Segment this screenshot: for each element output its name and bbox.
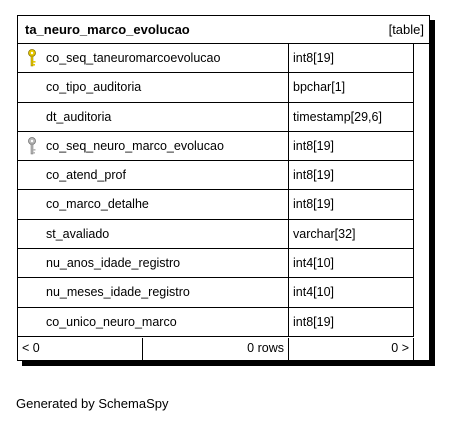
- column-row[interactable]: [18, 44, 414, 73]
- parents-count-cell[interactable]: [18, 338, 143, 360]
- children-count: 0 >: [391, 341, 409, 355]
- column-type: int8[19]: [293, 197, 335, 212]
- parents-count: < 0: [22, 341, 40, 355]
- column-type: int8[19]: [293, 168, 335, 183]
- column-name: st_avaliado: [46, 226, 110, 241]
- column-name: co_seq_taneuromarcoevolucao: [46, 51, 221, 65]
- column-type: bpchar[1]: [293, 80, 346, 95]
- column-name: co_unico_neuro_marco: [46, 314, 177, 329]
- column-row[interactable]: [18, 308, 414, 337]
- column-row[interactable]: [18, 132, 414, 161]
- column-name: nu_anos_idade_registro: [46, 256, 181, 271]
- column-name: co_tipo_auditoria: [46, 80, 142, 95]
- column-row[interactable]: [18, 220, 414, 249]
- column-type: int8[19]: [293, 51, 335, 65]
- column-row[interactable]: [18, 103, 414, 132]
- column-name: nu_meses_idade_registro: [46, 285, 190, 300]
- column-type: int8[19]: [293, 138, 335, 153]
- table-name: ta_neuro_marco_evolucao: [25, 22, 190, 37]
- row-count-cell: [143, 338, 289, 360]
- primary-key-icon: [27, 49, 37, 67]
- column-type: int4[10]: [293, 285, 335, 300]
- table-node[interactable]: [17, 15, 430, 361]
- column-list: [18, 44, 414, 337]
- column-name: co_seq_neuro_marco_evolucao: [46, 138, 224, 153]
- table-kind: [table]: [388, 22, 424, 37]
- row-count: 0 rows: [247, 341, 284, 355]
- column-row[interactable]: [18, 161, 414, 190]
- children-count-cell[interactable]: [289, 338, 414, 360]
- generated-by-label: Generated by SchemaSpy: [16, 396, 169, 411]
- column-row[interactable]: [18, 278, 414, 307]
- column-row[interactable]: [18, 73, 414, 102]
- table-header: [18, 16, 429, 44]
- column-name: co_marco_detalhe: [46, 197, 149, 212]
- column-row[interactable]: [18, 190, 414, 219]
- foreign-key-icon: [27, 137, 37, 155]
- column-type: int8[19]: [293, 314, 335, 329]
- column-name: dt_auditoria: [46, 109, 112, 124]
- column-name: co_atend_prof: [46, 168, 126, 183]
- column-row[interactable]: [18, 249, 414, 278]
- column-type: varchar[32]: [293, 226, 356, 241]
- table-footer: [18, 338, 414, 360]
- column-type: int4[10]: [293, 256, 335, 271]
- column-type: timestamp[29,6]: [293, 109, 382, 124]
